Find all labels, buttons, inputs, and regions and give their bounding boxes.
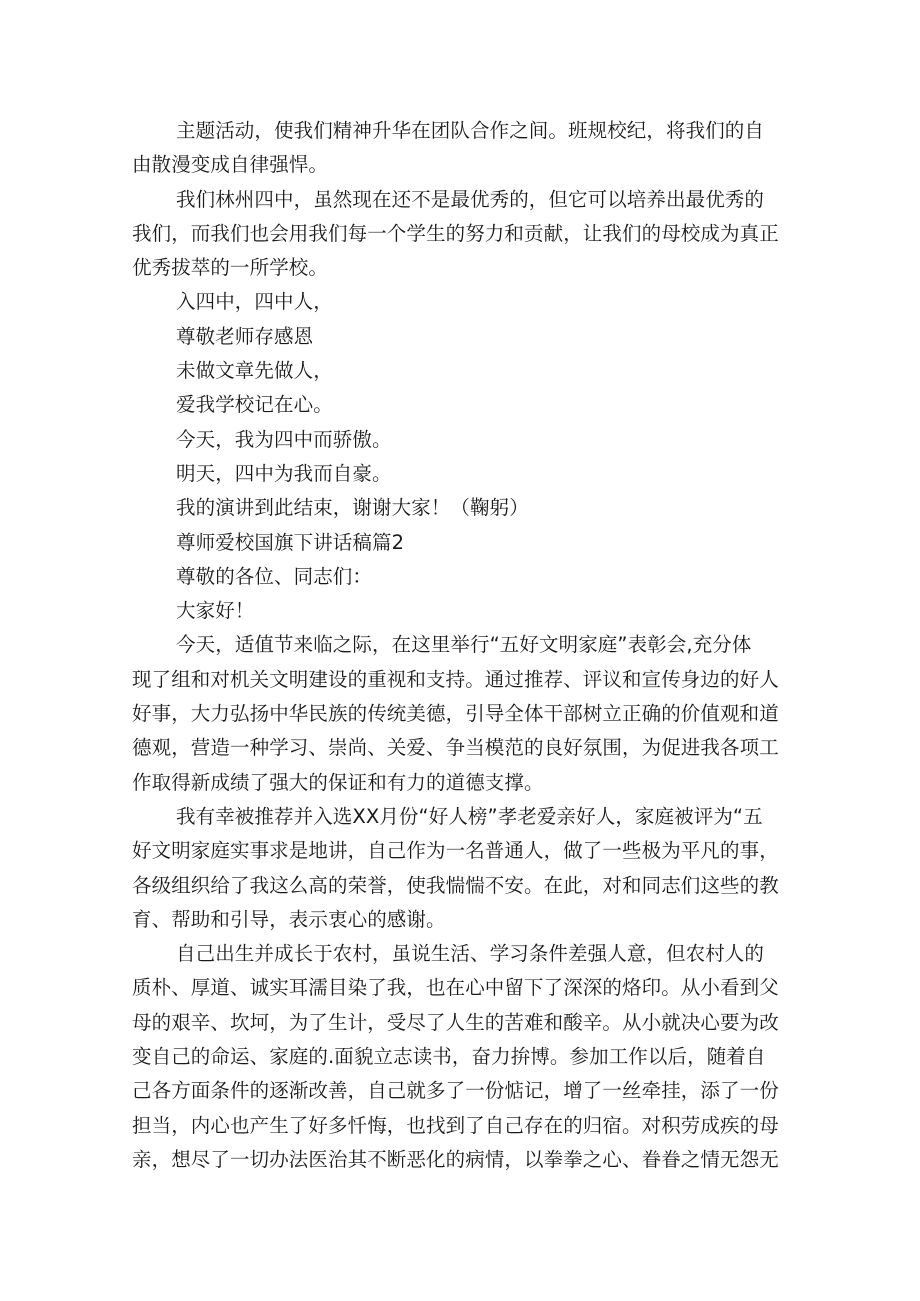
text-line: 爱我学校记在心。 [176,393,333,417]
text-line: 德观，营造一种学习、崇尚、关爱、争当模范的良好氛围，为促进我各项工 [132,736,779,760]
text-line: 优秀拔萃的一所学校。 [132,256,329,280]
text-line: 己各方面条件的逐渐改善，自己就多了一份惦记，增了一丝牵挂，添了一份 [132,1079,779,1103]
text-line: 我有幸被推荐并入选XX月份“好人榜”孝老爱亲好人，家庭被评为“五 [176,804,763,828]
text-line: 我们，而我们也会用我们每一个学生的努力和贡献，让我们的母校成为真正 [132,221,779,245]
text-line: 今天，我为四中而骄傲。 [176,427,392,451]
text-line: 未做文章先做人， [176,359,333,383]
greeting: 大家好！ [176,599,255,623]
text-line: 今天，适值节来临之际，在这里举行“五好文明家庭”表彰会,充分体 [176,633,752,657]
text-line: 我们林州四中，虽然现在还不是最优秀的，但它可以培养出最优秀的 [176,187,765,211]
text-line: 育、帮助和引导，表示衷心的感谢。 [132,907,446,931]
text-line: 亲，想尽了一切办法医治其不断恶化的病情，以拳拳之心、眷眷之情无怨无 [132,1147,779,1171]
salutation: 尊敬的各位、同志们： [176,564,373,588]
document-page [132,114,792,1177]
text-line: 母的艰辛、坎坷，为了生计，受尽了人生的苦难和酸辛。从小就决心要为改 [132,1010,779,1034]
text-line: 各级组织给了我这么高的荣誉，使我惴惴不安。在此，对和同志们这些的教 [132,873,779,897]
text-line: 主题活动，使我们精神升华在团队合作之间。班规校纪，将我们的自 [176,119,765,142]
text-line: 好文明家庭实事求是地讲，自己作为一名普通人，做了一些极为平凡的事， [132,839,779,863]
text-line: 变自己的命运、家庭的.面貌立志读书，奋力拚博。参加工作以后，随着自 [132,1045,766,1069]
text-line: 由散漫变成自律强悍。 [132,153,329,177]
text-line: 现了组和对机关文明建设的重视和支持。通过推荐、评议和宣传身边的好人 [132,667,779,691]
text-line: 尊敬老师存感恩 [176,324,314,348]
text-line: 好事，大力弘扬中华民族的传统美德，引导全体干部树立正确的价值观和道 [132,702,779,726]
text-line: 作取得新成绩了强大的保证和有力的道德支撑。 [132,770,544,794]
text-line: 担当，内心也产生了好多忏悔，也找到了自己存在的归宿。对积劳成疾的母 [132,1113,779,1137]
section-heading: 尊师爱校国旗下讲话稿篇2 [176,530,405,554]
text-line: 入四中，四中人， [176,290,333,314]
text-line: 我的演讲到此结束，谢谢大家！（鞠躬） [176,496,529,520]
text-line: 自己出生并成长于农村，虽说生活、学习条件差强人意，但农村人的 [176,942,765,966]
text-line: 质朴、厚道、诚实耳濡目染了我，也在心中留下了深深的烙印。从小看到父 [132,976,779,1000]
text-line: 明天，四中为我而自豪。 [176,461,392,485]
